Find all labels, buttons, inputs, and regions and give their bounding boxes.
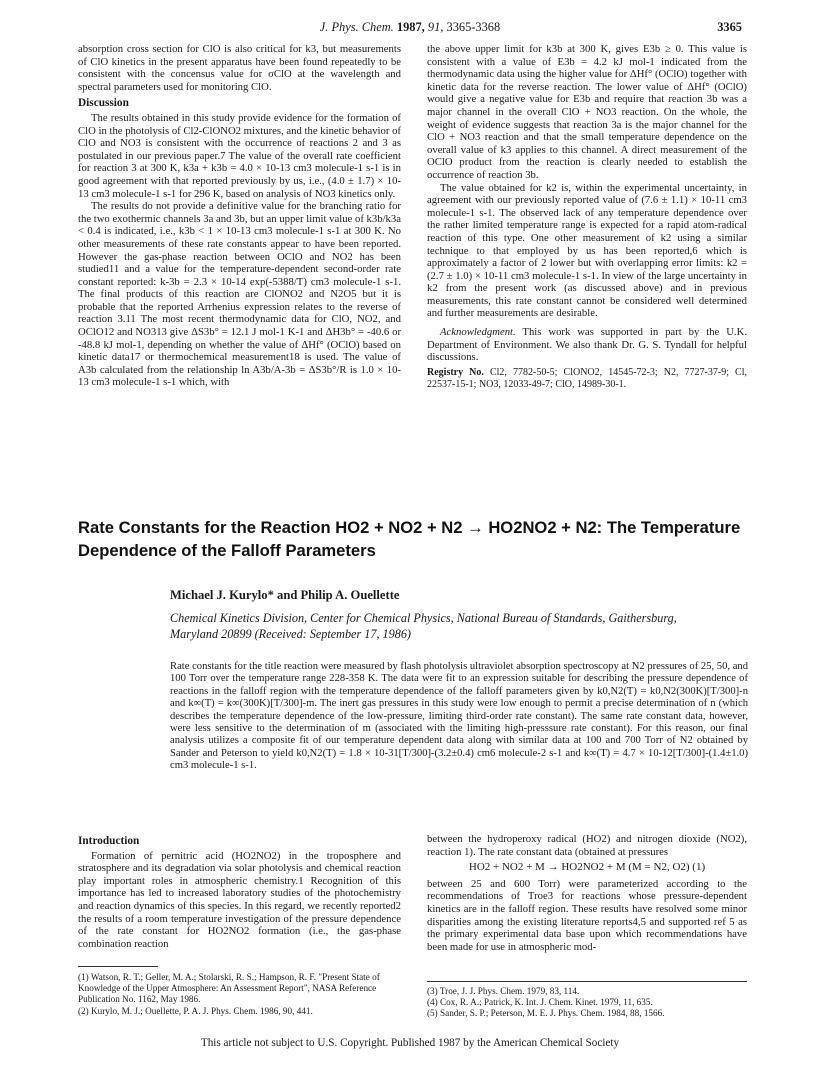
- affiliation-line-1: Chemical Kinetics Division, Center for Chemical Physics, National Bureau of Standards, Gaithersburg,: [170, 611, 677, 625]
- running-head: [78, 20, 742, 36]
- paragraph: between 25 and 600 Torr) were parameterized according to the recommendations of Troe3 for reactions whose pressure-dependent kinetics are in the falloff region. These results have resolved some minor disparities among the existing literature reports4,5 and supported ref 5 as the primary experimental data base upon which recommendations have been made for use in atmospheric mod-: [427, 877, 747, 953]
- paragraph: The results do not provide a definitive value for the branching ratio for the two exothermic channels 3a and 3b, but an upper limit value of k3b/k3a < 0.4 is indicated, i.e., k3b < 1 × 10-13 cm3 molecule-1 s-1 at 300 K. No other measurements of these rate constants appear to have been reported. However the gas-phase reaction between OClO and NO2 has been studied11 and a value for the temperature-dependent second-order rate constant reported: k-3b = 2.3 × 10-14 exp(-5388/T) cm3 molecule-1 s-1. The final products of this reaction are ClONO2 and N2O5 but it is probable that the reported Arrhenius expression relates to the reverse of reaction 3.11 The most recent thermodynamic data for ClO, NO2, and OClO12 and NO313 give ΔS3b° = 12.1 J mol-1 K-1 and ΔH3b° = -40.6 or -48.8 kJ mol-1, depending on whether the value of ΔHf° (OClO) based on kinetic data17 or thermochemical measurement18 is used. The value of A3b calculated from the relationship ln A3b/A-3b = ΔS3b°/R is 1.0 × 10-13 cm3 molecule-1 s-1 which, with: [78, 200, 401, 389]
- page-number: 3365: [717, 20, 742, 34]
- journal-year: 1987,: [396, 20, 425, 34]
- paragraph: between the hydroperoxy radical (HO2) and nitrogen dioxide (NO2), reaction 1). The rate constant data (obtained at pressures: [427, 833, 747, 858]
- equation-1: HO2 + NO2 + M → HO2NO2 + M (M = N2, O2) (1): [468, 861, 706, 874]
- acknowledgment: [427, 326, 747, 364]
- footnote-rule-left: [78, 966, 158, 967]
- authors: Michael J. Kurylo* and Philip A. Ouellette: [170, 588, 400, 602]
- footnote-4: (4) Cox, R. A.; Patrick, K. Int. J. Chem. Kinet. 1979, 11, 635.: [427, 997, 653, 1008]
- affiliation: [170, 610, 748, 642]
- registry-label: Registry No.: [427, 366, 484, 378]
- affiliation-line-2: Maryland 20899 (Received: September 17, 1986): [170, 627, 411, 641]
- paragraph: the above upper limit for k3b at 300 K, gives E3b ≥ 0. This value is consistent with a value of E3b = 4.2 kJ mol-1 indicated from the thermodynamic data using the higher value for ΔHf° (OClO) together with kinetic data for the reverse reaction. The lower value of ΔHf° (OClO) would give a negative value for E3b and require that reaction 3b was a major channel in the overall ClO + NO3 reaction. On the whole, the weight of evidence suggests that reaction 3a is the major channel for the ClO + NO3 reaction and that the small temperature dependence on the overall value of k3 applies to this channel. A direct measurement of the OClO product from the reaction is clearly needed to establish the occurrence of reaction 3b.: [427, 43, 747, 181]
- footnote-2: (2) Kurylo, M. J.; Ouellette, P. A. J. Phys. Chem. 1986, 90, 441.: [78, 1005, 313, 1016]
- acknowledgment-text: This work was supported in part by the U.K. Department of Environment. We also thank Dr. G. S. Tyndall for helpful discussions.: [427, 326, 747, 364]
- article-title-block: [78, 516, 748, 562]
- previous-article-right-column: [427, 43, 747, 391]
- journal-citation: [78, 20, 742, 35]
- journal-volume: 91,: [427, 20, 444, 34]
- acknowledgment-label: Acknowledgment.: [440, 326, 516, 339]
- article-title-line-1: Rate Constants for the Reaction HO2 + NO2 + N2 → HO2NO2 + N2: The Temperature: [78, 518, 741, 537]
- footnotes-left: [78, 972, 401, 1017]
- journal-title: J. Phys. Chem.: [319, 20, 394, 34]
- footnotes-right: [427, 986, 747, 1020]
- section-heading-discussion: Discussion: [78, 97, 129, 110]
- paragraph: The value obtained for k2 is, within the experimental uncertainty, in agreement with our previously reported value of (7.6 ± 1.1) × 10-11 cm3 molecule-1 s-1. The observed lack of any temperature dependence over the rather limited temperature range is expected for a rapid atom-radical reaction of this type. One other measurement of k2 using a similar technique to that employed by us has been reported,6 which is approximately a factor of 2 lower but with overlapping error limits: k2 = (2.7 ± 1.0) × 10-11 cm3 molecule-1 s-1. In view of the large uncertainty in k2 from the present work (as discussed above) and in previous measurements, this rate constant cannot be considered well determined and further measurements are desirable.: [427, 181, 747, 320]
- introduction-right-column: [427, 831, 747, 953]
- footnote-1: (1) Watson, R. T.; Geller, M. A.; Stolarski, R. S.; Hampson, R. F. "Present State of Knowledge of the Upper Atmosphere: An Assessment Report", NASA Reference Publication No. 1162, May 1986.: [78, 972, 380, 1005]
- journal-pages: 3365-3368: [446, 20, 501, 34]
- registry-numbers: [427, 367, 747, 391]
- paragraph: The results obtained in this study provide evidence for the formation of ClO in the photolysis of Cl2-ClONO2 mixtures, and the kinetic behavior of ClO and NO3 is consistent with the occurrence of reactions 2 and 3 as postulated in our previous paper.7 The value of the overall rate coefficient for reaction 3 at 300 K, k3a + k3b = 4.0 × 10-13 cm3 molecule-1 s-1 is in good agreement with that reported previously by us, i.e., (4.0 ± 1.7) × 10-13 cm3 molecule-1 s-1 for 296 K, based on analysis of NO3 kinetics only.: [78, 111, 401, 200]
- footnote-3: (3) Troe, J. J. Phys. Chem. 1979, 83, 114.: [427, 986, 580, 996]
- section-heading-introduction: Introduction: [78, 835, 140, 847]
- paragraph: Formation of pernitric acid (HO2NO2) in the troposphere and stratosphere and its degradation via solar photolysis and chemical reaction play important roles in atmospheric chemistry.1 Recognition of this importance has led to increased laboratory studies of the photochemistry and reaction dynamics of this species. In this regard, we recently reported2 the results of a room temperature investigation of the pressure dependence of the rate constant for HO2NO2 formation (i.e., the gas-phase combination reaction: [78, 849, 401, 950]
- article-title-line-2: Dependence of the Falloff Parameters: [78, 541, 376, 560]
- previous-article-left-column: [78, 43, 401, 389]
- introduction-left-column: [78, 831, 401, 950]
- footnote-rule-right: [427, 981, 747, 982]
- paragraph: absorption cross section for ClO is also critical for k3, but measurements of ClO kinetics in the present apparatus have been found repeatedly to be consistent with the concensus value for σClO at the wavelength and spectral parameters used for monitoring ClO.: [78, 43, 401, 93]
- footnote-5: (5) Sander, S. P.; Peterson, M. E. J. Phys. Chem. 1984, 88, 1566.: [427, 1008, 665, 1019]
- registry-text: Cl2, 7782-50-5; ClONO2, 14545-72-3; N2, 7727-37-9; Cl, 22537-15-1; NO3, 12033-49-7; ClO, 14989-30-1.: [427, 366, 747, 390]
- copyright-notice: This article not subject to U.S. Copyright. Published 1987 by the American Chemical Society: [200, 1037, 620, 1049]
- abstract: Rate constants for the title reaction were measured by flash photolysis ultraviolet absorption spectroscopy at N2 pressures of 25, 50, and 100 Torr over the temperature range 228-358 K. The data were fit to an expression suitable for describing the pressure dependence of reactions in the falloff region with the temperature dependence of the falloff parameters given by k0,N2(T) = k0,N2(300K)[T/300]-n and k∞(T) = k∞(300K)[T/300]-m. The inert gas pressures in this study were low enough to permit a precise determination of n (which describes the temperature dependence of the low-pressure, limiting third-order rate constant). The same rate constant data, however, were less sensitive to the determination of m (associated with the limiting high-presssure rate constant). For this reason, our final analysis utilizes a composite fit of our temperature dependent data along with similar data at 100 and 700 Torr of N2 obtained by Sander and Peterson to yield k0,N2(T) = 1.8 × 10-31[T/300]-(3.2±0.4) cm6 molecule-2 s-1 and k∞(T) = 4.7 × 10-12[T/300]-(1.4±1.0) cm3 molecule-1 s-1.: [170, 661, 748, 772]
